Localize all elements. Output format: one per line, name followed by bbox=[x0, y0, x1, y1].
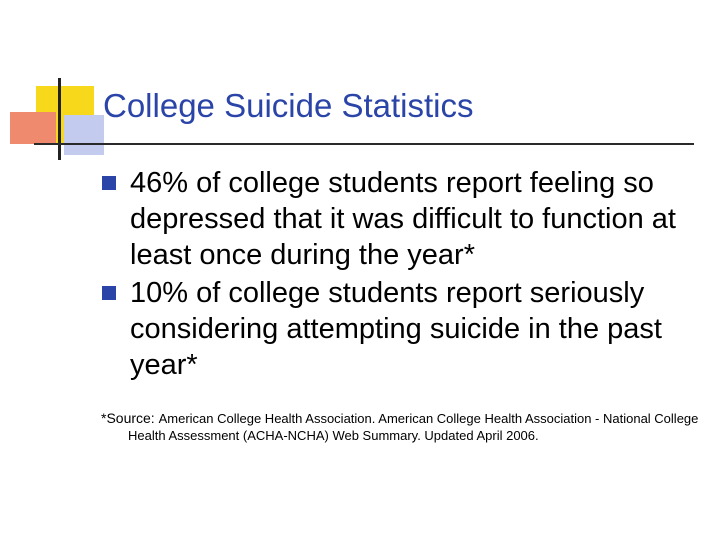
square-bullet-icon bbox=[102, 176, 116, 190]
decorative-red-square bbox=[10, 112, 56, 144]
bullet-text: 46% of college students report feeling so depressed that it was difficult to function at least once during the year* bbox=[130, 167, 676, 271]
source-text: American College Health Association. American College Health Association - National College Health Assessment (ACHA-NCHA) Web Summary. Updated April 2006. bbox=[128, 411, 699, 443]
bullet-item bbox=[98, 165, 713, 273]
decorative-blue-square bbox=[64, 115, 104, 155]
bullet-list bbox=[98, 165, 713, 385]
bullet-text: 10% of college students report seriously considering attempting suicide in the past year* bbox=[130, 277, 662, 381]
slide-title: College Suicide Statistics bbox=[103, 87, 474, 124]
bullet-item bbox=[98, 275, 713, 383]
decorative-vertical-line bbox=[58, 78, 61, 160]
square-bullet-icon bbox=[102, 286, 116, 300]
source-label: *Source: bbox=[101, 410, 159, 426]
title-underline bbox=[34, 143, 694, 145]
source-citation bbox=[101, 410, 728, 444]
